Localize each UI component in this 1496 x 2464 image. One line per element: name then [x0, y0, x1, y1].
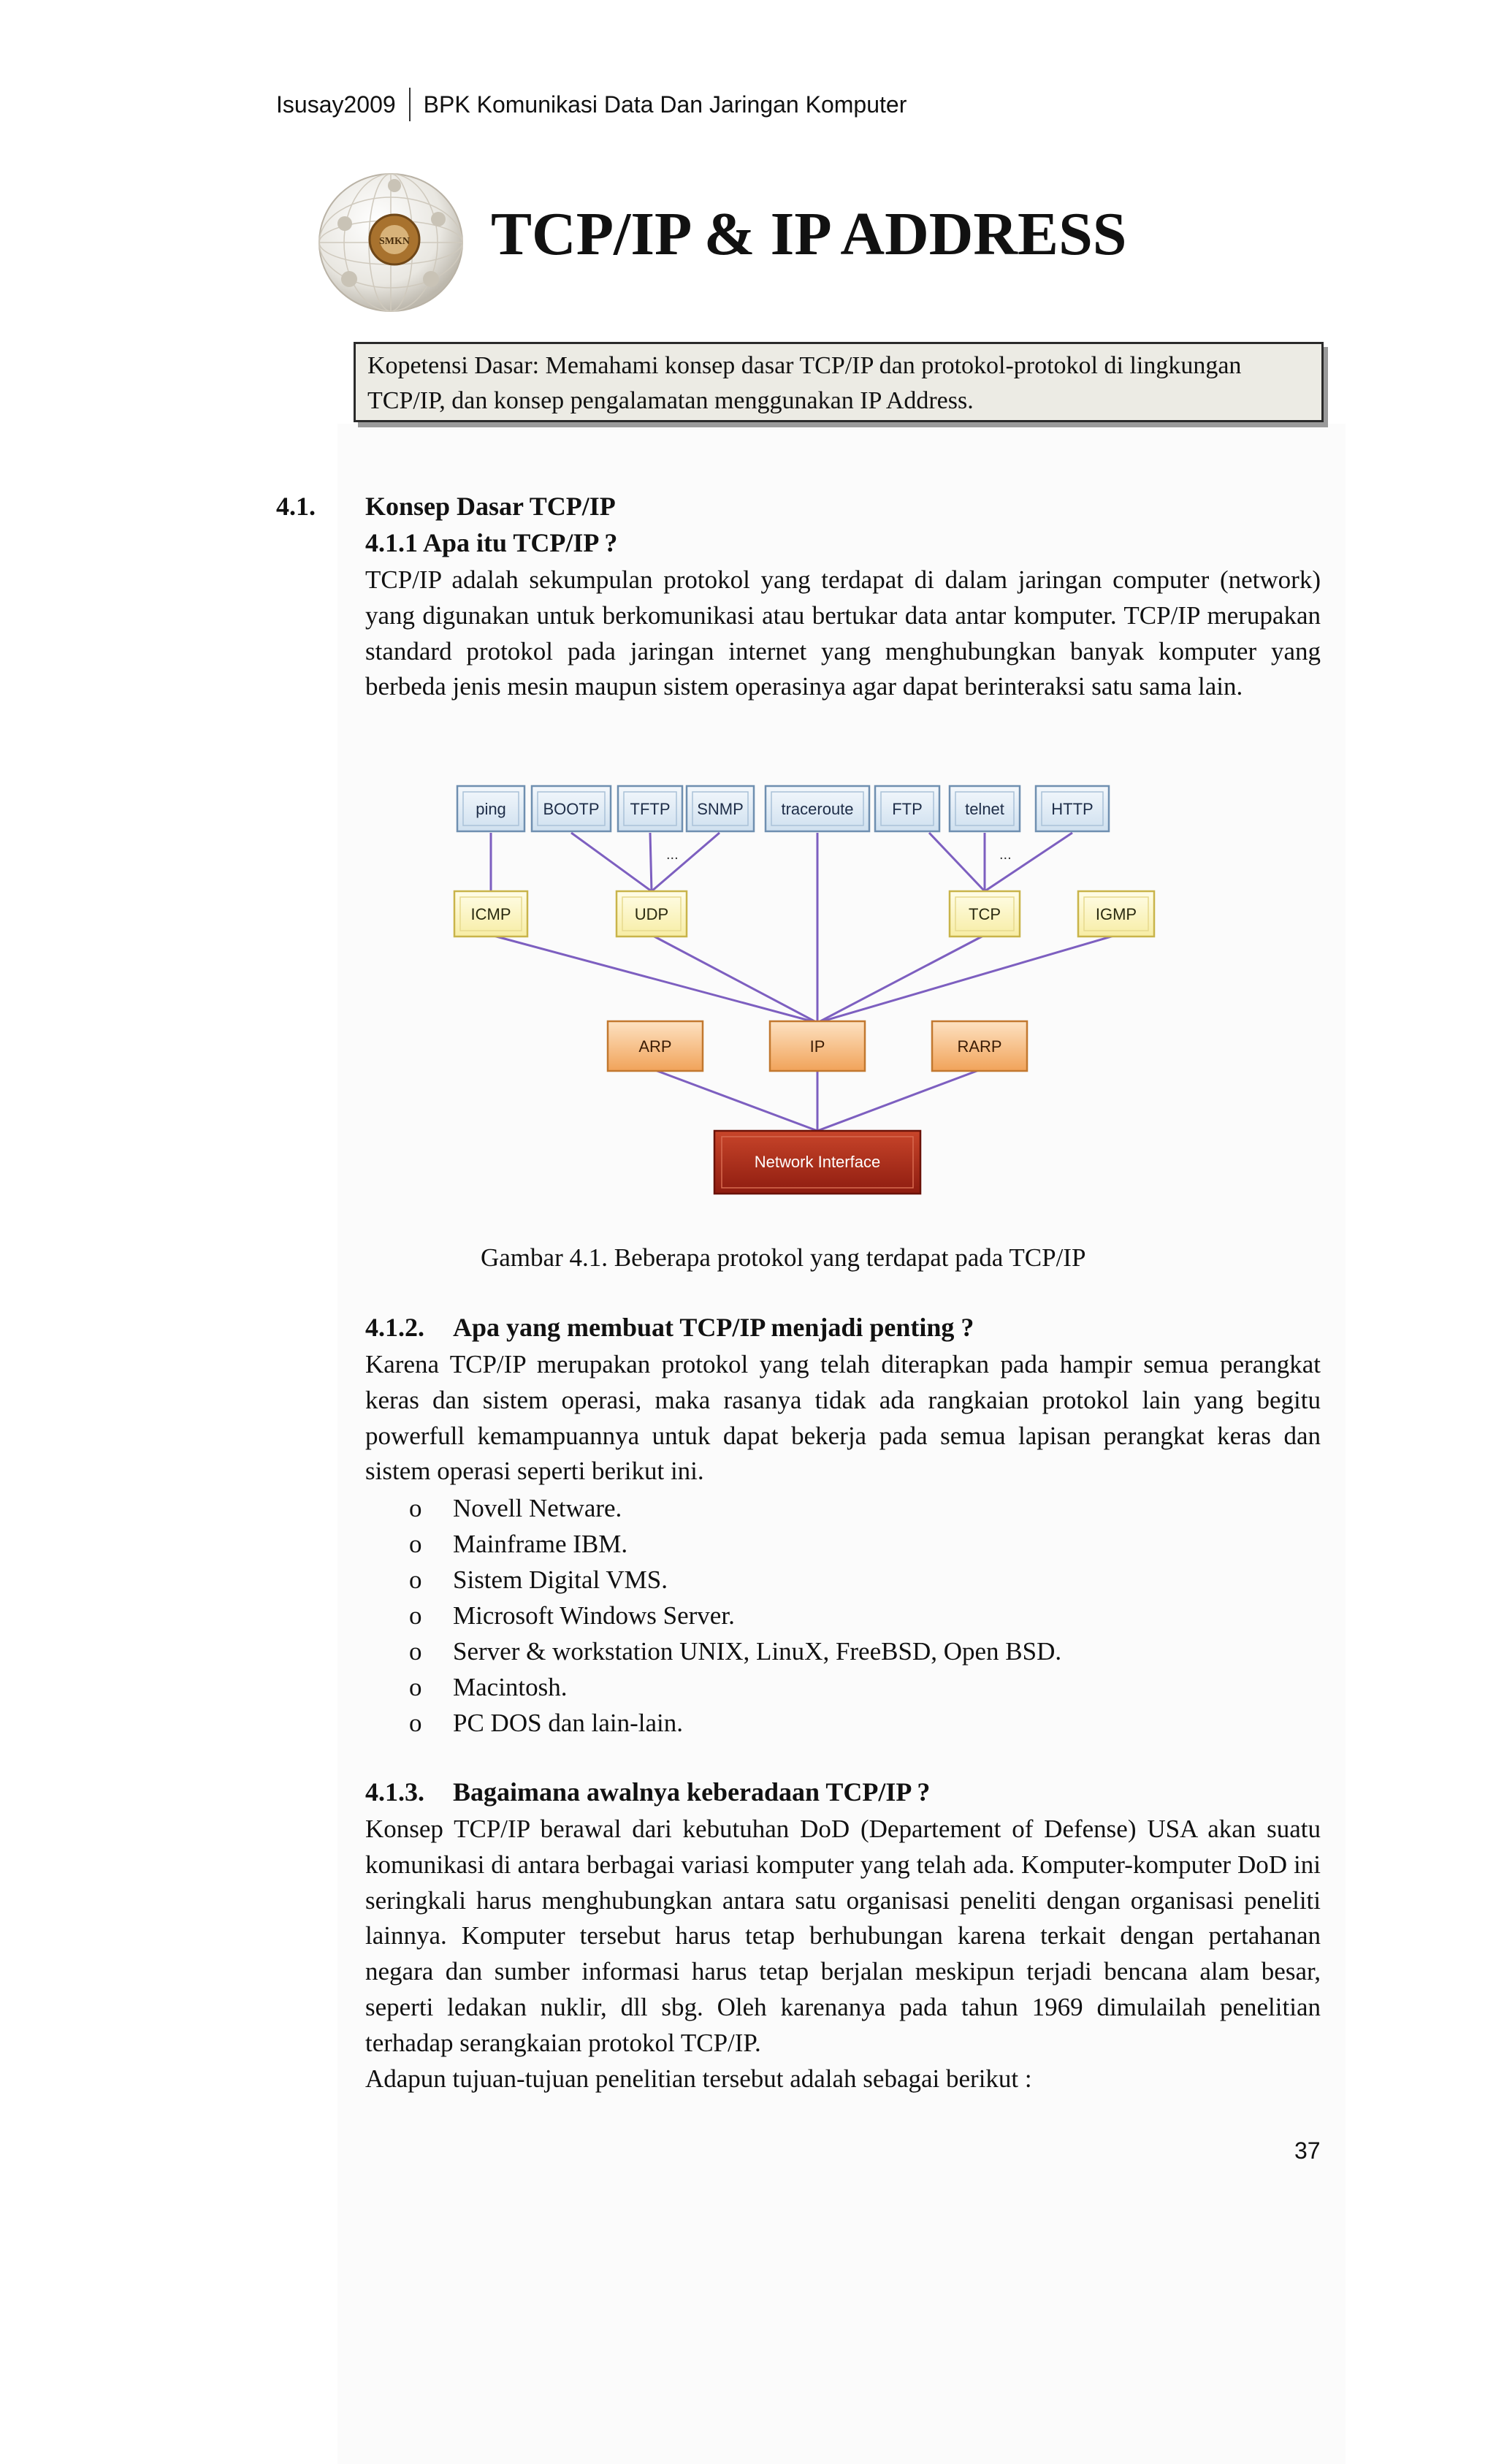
bullet-marker: o [409, 1601, 422, 1630]
list-item [409, 1633, 1061, 1669]
list-item-text: Sistem Digital VMS. [453, 1565, 668, 1594]
subsection-2-number: 4.1.2. [365, 1313, 424, 1342]
list-item-text: Microsoft Windows Server. [453, 1601, 735, 1630]
bullet-marker: o [409, 1709, 422, 1737]
ellipsis-udp: ... [666, 847, 679, 863]
app-protocol-bootp [532, 786, 611, 831]
list-item-text: Novell Netware. [453, 1494, 622, 1522]
list-item-text: Mainframe IBM. [453, 1530, 628, 1558]
transport-protocol-tcp [950, 891, 1020, 937]
transport-label-igmp: IGMP [1095, 905, 1137, 923]
bullet-marker: o [409, 1565, 422, 1594]
list-item-text: Server & workstation UNIX, LinuX, FreeBSD, Open BSD. [453, 1637, 1062, 1666]
app-label-http: HTTP [1051, 800, 1094, 818]
section-title: Konsep Dasar TCP/IP [365, 492, 616, 521]
network-protocol-rarp [932, 1021, 1027, 1071]
subsection-1-paragraph: TCP/IP adalah sekumpulan protokol yang terdapat di dalam jaringan computer (network) yang digunakan untuk berkomunikasi atau bertukar data antar komputer. TCP/IP merupakan standard protokol pada jaringan internet yang menghubungkan banyak komputer yang berbeda jenis mesin maupun sistem operasinya agar dapat berinteraksi satu sama lain. [365, 565, 1321, 701]
list-item [409, 1598, 1061, 1633]
os-list [409, 1490, 1061, 1741]
subsection-1-title: 4.1.1 Apa itu TCP/IP ? [365, 528, 618, 557]
list-item [409, 1669, 1061, 1705]
app-protocol-traceroute [766, 786, 869, 831]
app-label-telnet: telnet [965, 800, 1004, 818]
bullet-marker: o [409, 1637, 422, 1666]
kompetensi-dasar-box: Kopetensi Dasar: Memahami konsep dasar TCP/IP dan protokol-protokol di lingkungan TCP/IP, dan konsep pengalamatan menggunakan IP Address. [354, 342, 1324, 422]
network-label-ip: IP [809, 1037, 825, 1056]
app-label-bootp: BOOTP [543, 800, 600, 818]
header-title: BPK Komunikasi Data Dan Jaringan Komputer [423, 91, 907, 118]
network-interface-box [714, 1131, 920, 1194]
transport-protocol-udp [617, 891, 687, 937]
app-protocol-tftp [618, 786, 682, 831]
running-header [276, 86, 907, 123]
bullet-marker: o [409, 1530, 422, 1558]
page-number: 37 [1294, 2137, 1321, 2164]
ellipsis-tcp: ... [999, 847, 1012, 863]
network-protocol-ip [770, 1021, 865, 1071]
bullet-marker: o [409, 1494, 422, 1522]
diagram-connectors [491, 833, 1116, 1131]
network-label-arp: ARP [638, 1037, 672, 1056]
list-item [409, 1526, 1061, 1562]
app-label-ping: ping [476, 800, 506, 818]
list-item-text: PC DOS dan lain-lain. [453, 1709, 683, 1737]
network-label-rarp: RARP [957, 1037, 1002, 1056]
app-label-snmp: SNMP [697, 800, 744, 818]
app-label-tftp: TFTP [630, 800, 671, 818]
figure-caption: Gambar 4.1. Beberapa protokol yang terdapat pada TCP/IP [481, 1243, 1086, 1272]
app-protocol-ftp [875, 786, 939, 831]
subsection-3-paragraph-2: Adapun tujuan-tujuan penelitian tersebut adalah sebagai berikut : [365, 2064, 1032, 2093]
section-number: 4.1. [276, 492, 316, 521]
transport-protocol-icmp [454, 891, 527, 937]
app-label-traceroute: traceroute [781, 800, 854, 818]
network-interface-label: Network Interface [754, 1153, 881, 1171]
transport-label-udp: UDP [634, 905, 669, 923]
list-item [409, 1705, 1061, 1741]
subsection-3-title: Bagaimana awalnya keberadaan TCP/IP ? [453, 1777, 931, 1807]
tcpip-protocol-diagram [438, 774, 1183, 1213]
subsection-3-paragraph: Konsep TCP/IP berawal dari kebutuhan DoD (Departement of Defense) USA akan suatu komunikasi di antara berbagai variasi komputer yang telah ada. Komputer-komputer DoD ini seringkali harus menghubungkan antara satu organisasi peneliti dengan organisasi peneliti lainnya. Komputer tersebut harus tetap berhubungan karena terkait dengan pertahanan negara dan sumber informasi harus tetap berjalan meskipun terjadi bencana alam besar, seperti ledakan nuklir, dll sbg. Oleh karenanya pada tahun 1969 dimulailah penelitian terhadap serangkaian protokol TCP/IP. [365, 1815, 1321, 2057]
app-label-ftp: FTP [892, 800, 923, 818]
app-protocol-snmp [687, 786, 754, 831]
app-protocol-http [1036, 786, 1109, 831]
subsection-2-title: Apa yang membuat TCP/IP menjadi penting ? [453, 1313, 974, 1342]
header-author: Isusay2009 [276, 91, 396, 118]
list-item [409, 1562, 1061, 1598]
transport-protocol-igmp [1078, 891, 1154, 937]
chapter-title: TCP/IP & IP ADDRESS [491, 200, 1127, 268]
app-protocol-telnet [950, 786, 1020, 831]
logo-label: SMKN [379, 236, 410, 247]
subsection-3-number: 4.1.3. [365, 1777, 424, 1807]
list-item-text: Macintosh. [453, 1673, 568, 1701]
header-separator [409, 88, 411, 121]
subsection-2-paragraph: Karena TCP/IP merupakan protokol yang telah diterapkan pada hampir semua perangkat keras dan sistem operasi, maka rasanya tidak ada rangkaian protokol lain yang begitu powerfull kemampuannya untuk dapat bekerja pada semua lapisan perangkat keras dan sistem operasi seperti berikut ini. [365, 1350, 1321, 1486]
transport-label-tcp: TCP [969, 905, 1001, 923]
school-logo-globe [314, 169, 468, 316]
list-item [409, 1490, 1061, 1526]
bullet-marker: o [409, 1673, 422, 1701]
transport-label-icmp: ICMP [470, 905, 511, 923]
app-protocol-ping [457, 786, 524, 831]
network-protocol-arp [608, 1021, 703, 1071]
